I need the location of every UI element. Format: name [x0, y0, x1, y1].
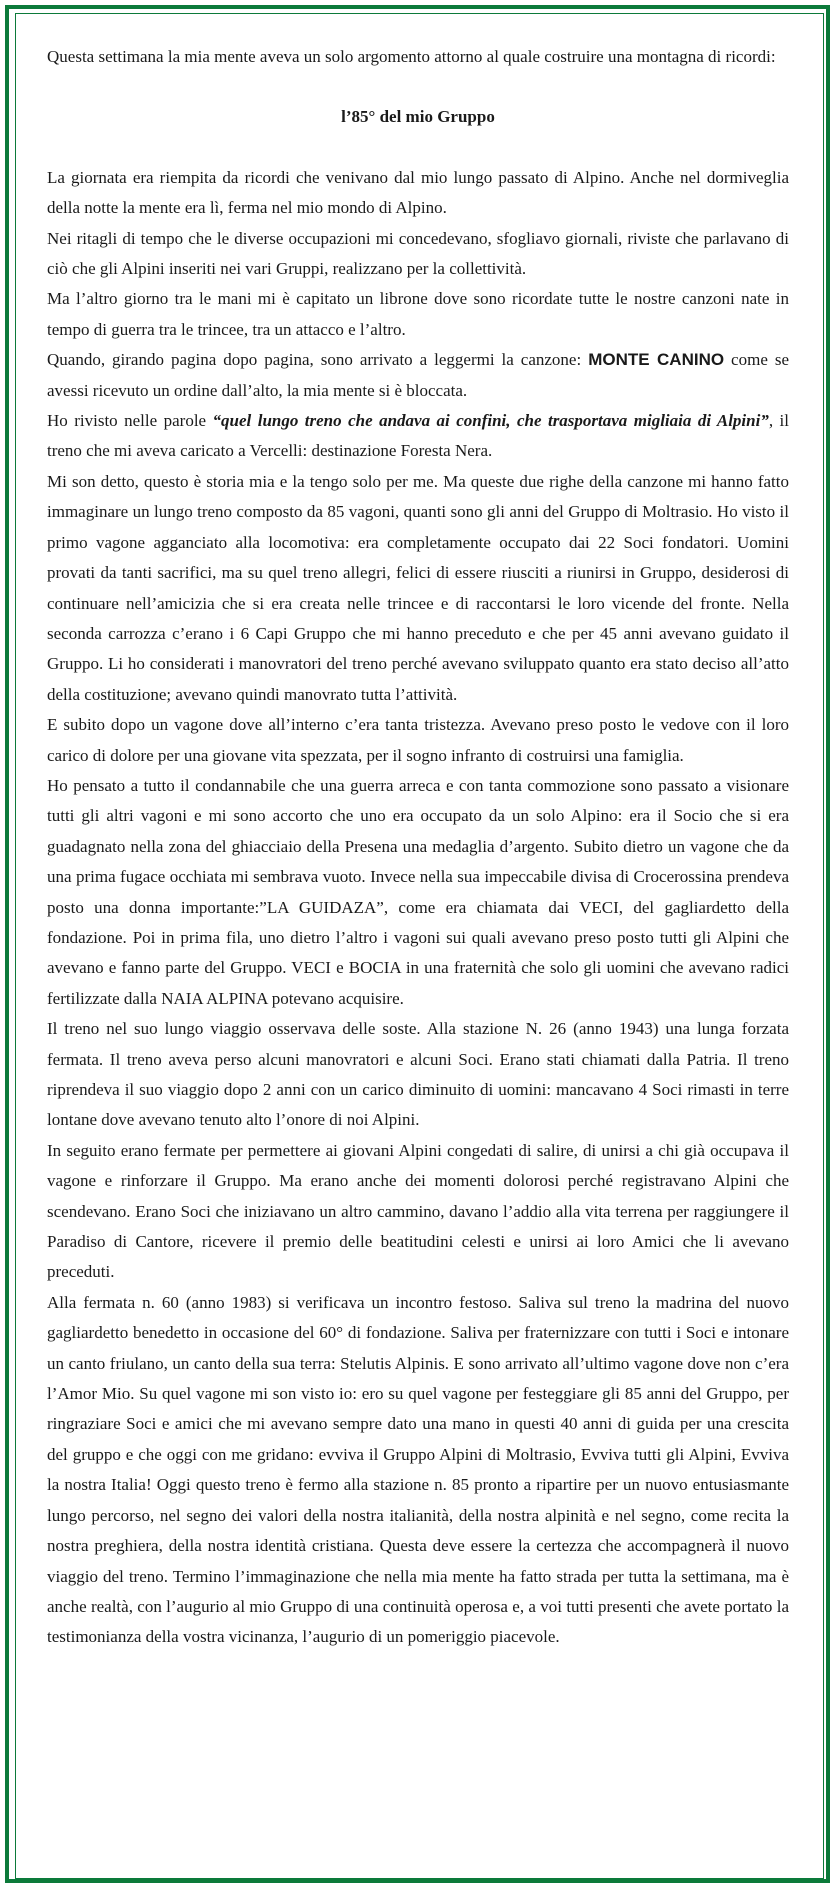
- intro-paragraph: Questa settimana la mia mente aveva un solo argomento attorno al quale costruire una montagna di ricordi:: [47, 47, 776, 66]
- paragraph-5: E subito dopo un vagone dove all’interno c’era tanta tristezza. Avevano preso posto le vedove con il loro carico di dolore per una giovane vita spezzata, per il sogno infranto di costruirsi una famiglia.: [47, 715, 789, 765]
- paragraph-1: La giornata era riempita da ricordi che venivano dal mio lungo passato di Alpino. Anche nel dormiveglia della notte la mente era lì, ferma nel mio mondo di Alpino.: [47, 167, 789, 218]
- paragraph-monte-canino: [47, 345, 789, 406]
- paragraph-9: Alla fermata n. 60 (anno 1983) si verificava un incontro festoso. Saliva sul treno la madrina del nuovo gagliardetto benedetto in occasione del 60° di fondazione. Saliva per fraternizzare con tutti i Soci e intonare un canto friulano, un canto della sua terra: Stelutis Alpinis. E sono arrivato all’ultimo vagone dove non c’era l’Amor Mio. Su quel vagone mi son visto io: ero su quel vagone per festeggiare gli 85 anni del Gruppo, per ringraziare Soci e amici che mi avevano sempre dato una mano in questi 40 anni di guida per una crescita del gruppo e che oggi con me gridano: evviva il Gruppo Alpini di Moltrasio, Evviva tutti gli Alpini, Evviva la nostra Italia! Oggi questo treno è fermo alla stazione n. 85 pronto a ripartire per un nuovo entusiasmante lungo percorso, nel segno dei valori della nostra italianità, della nostra alpinità e nel segno, come recita la nostra preghiera, della nostra identità cristiana. Questa deve essere la certezza che accompagnerà il nuovo viaggio del treno. Termino l’immaginazione che nella mia mente ha fatto strada per tutta la settimana, ma è anche realtà, con l’augurio al mio Gruppo di una continuità operosa e, a voi tutti presenti che avete portato la testimonianza della vostra vicinanza, l’augurio di un pomeriggio piacevole.: [47, 1292, 789, 1647]
- document-body: [47, 42, 789, 1653]
- paragraph-3: Ma l’altro giorno tra le mani mi è capitato un librone dove sono ricordate tutte le nostre canzoni nate in tempo di guerra tra le trincee, tra un attacco e l’altro.: [47, 289, 789, 339]
- paragraph-4: Mi son detto, questo è storia mia e la tengo solo per me. Ma queste due righe della canzone mi hanno fatto immaginare un lungo treno composto da 85 vagoni, quanti sono gli anni del Gruppo di Moltrasio. Ho visto il primo vagone agganciato alla locomotiva: era completamente occupato dai 22 Soci fondatori. Uomini provati da tanti sacrifici, ma su quel treno allegri, felici di essere riusciti a riunirsi in Gruppo, desiderosi di continuare nell’amicizia che si era creata nelle trincee e di raccontarsi le loro vicende del fronte. Nella seconda carrozza c’erano i 6 Capi Gruppo che mi hanno preceduto e che per 45 anni avevano guidato il Gruppo. Li ho considerati i manovratori del treno perché avevano sviluppato quanto era stato deciso all’atto della costituzione; avevano quindi manovrato tutta l’attività.: [47, 471, 789, 704]
- treno-text-after: , il treno che mi aveva caricato a Vercelli: destinazione Foresta Nera.: [47, 411, 789, 461]
- canino-text-before: Quando, girando pagina dopo pagina, sono arrivato a leggermi la canzone:: [47, 350, 589, 370]
- paragraph-6: Ho pensato a tutto il condannabile che una guerra arreca e con tanta commozione sono passato a visionare tutti gli altri vagoni e mi sono accorto che uno era occupato da un solo Alpino: era il Socio che si era guadagnato nella zona del ghiacciaio della Presena una medaglia d’argento. Subito dietro un vagone che da una prima fugace occhiata mi sembrava vuoto. Invece nella sua impeccabile divisa di Crocerossina prendeva posto una donna importante:”LA GUIDAZA”, come era chiamata dai VECI, del gagliardetto della fondazione. Poi in prima fila, uno dietro l’altro i vagoni sui quali avevano preso posto tutti gli Alpini che avevano e fanno parte del Gruppo. VECI e BOCIA in una fraternità che solo gli uomini che avevano radici fertilizzate dalla NAIA ALPINA potevano acquisire.: [47, 775, 789, 1008]
- document-heading: l’85° del mio Gruppo: [341, 107, 495, 127]
- paragraph-treno: [47, 406, 789, 467]
- song-quote: “quel lungo treno che andava ai confini, che trasportava migliaia di Alpini”: [212, 411, 769, 431]
- paragraph-2: Nei ritagli di tempo che le diverse occupazioni mi concedevano, sfogliavo giornali, riviste che parlavano di ciò che gli Alpini inseriti nei vari Gruppi, realizzano per la collettività.: [47, 228, 789, 279]
- treno-text-before: Ho rivisto nelle parole: [47, 411, 213, 431]
- canino-title: MONTE CANINO: [588, 350, 725, 370]
- canino-text-after: come se avessi ricevuto un ordine dall’alto, la mia mente si è bloccata.: [47, 350, 789, 400]
- paragraph-8: In seguito erano fermate per permettere ai giovani Alpini congedati di salire, di unirsi a chi già occupava il vagone e rinforzare il Gruppo. Ma erano anche dei momenti dolorosi perché registravano Alpini che scendevano. Erano Soci che iniziavano un altro cammino, davano l’addio alla vita terrena per raggiungere il Paradiso di Cantore, ricevere il premio delle beatitudini celesti e unirsi ai loro Amici che li avevano preceduti.: [47, 1140, 789, 1282]
- paragraph-7: Il treno nel suo lungo viaggio osservava delle soste. Alla stazione N. 26 (anno 1943) una lunga forzata fermata. Il treno aveva perso alcuni manovratori e alcuni Soci. Erano stati chiamati dalla Patria. Il treno riprendeva il suo viaggio dopo 2 anni con un carico diminuito di uomini: mancavano 4 Soci rimasti in terre lontane dove avevano tenuto alto l’onore di noi Alpini.: [47, 1019, 789, 1130]
